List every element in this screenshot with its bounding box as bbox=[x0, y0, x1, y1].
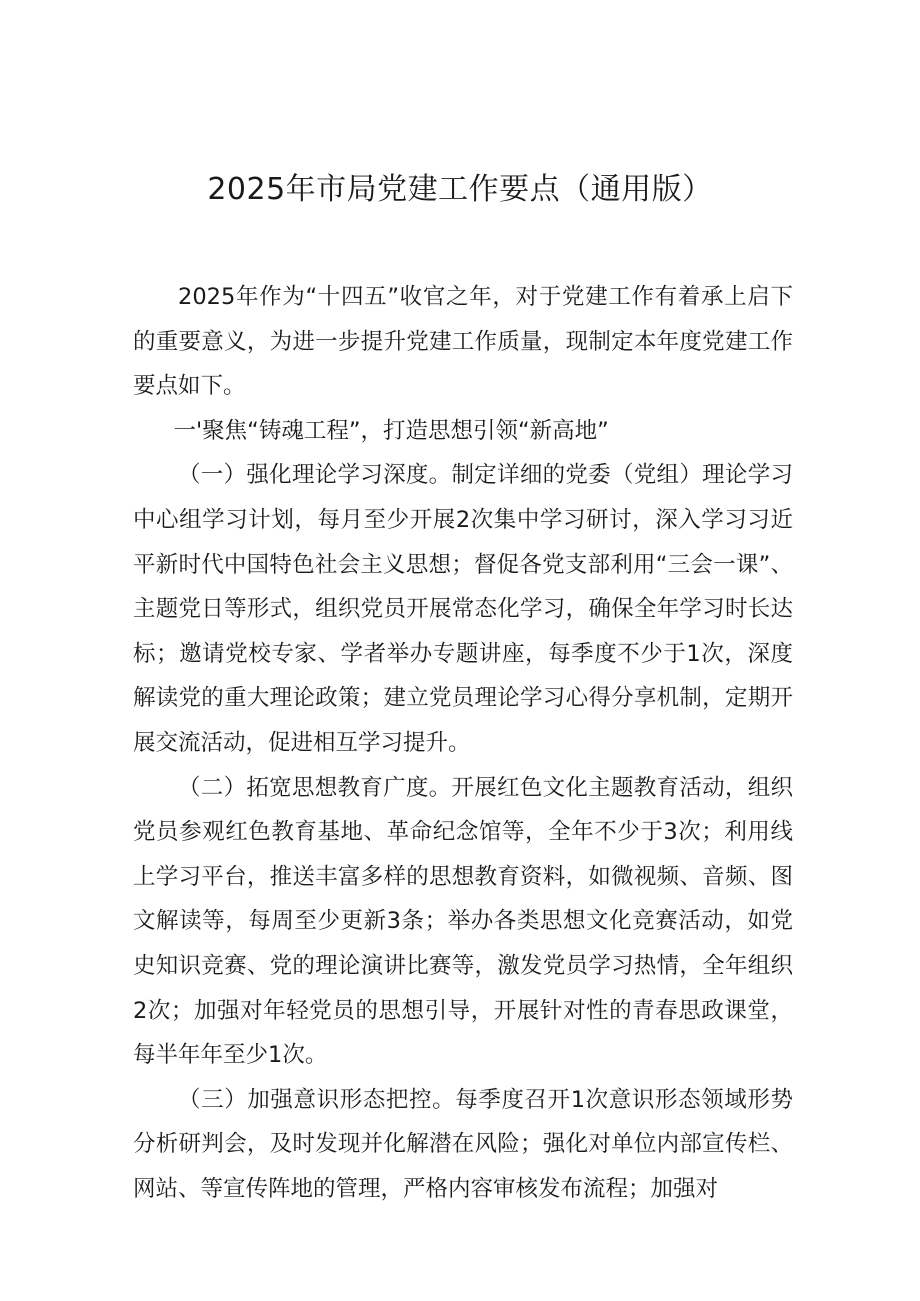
section-1-item-3: （三）加强意识形态把控。每季度召开1次意识形态领域形势分析研判会，及时发现并化解潜在风险；强化对单位内部宣传栏、网站、等宣传阵地的管理，严格内容审核发布流程；加强对 bbox=[133, 1086, 793, 1202]
document-title: 2025年市局党建工作要点（通用版） bbox=[207, 172, 713, 207]
intro-paragraph: 2025年作为“十四五”收官之年，对于党建工作有着承上启下的重要意义，为进一步提升党建工作质量，现制定本年度党建工作要点如下。 bbox=[133, 284, 793, 400]
section-1-item-2: （二）拓宽思想教育广度。开展红色文化主题教育活动，组织党员参观红色教育基地、革命纪念馆等，全年不少于3次；利用线上学习平台，推送丰富多样的思想教育资料，如微视频、音频、图文解读等，每周至少更新3条；举办各类思想文化竞赛活动，如党史知识竞赛、党的理论演讲比赛等，激发党员学习热情，全年组织2次；加强对年轻党员的思想引导，开展针对性的青春思政课堂，每半年年至少1次。 bbox=[133, 774, 793, 1069]
section-1-item-1: （一）强化理论学习深度。制定详细的党委（党组）理论学习中心组学习计划，每月至少开展2次集中学习研讨，深入学习习近平新时代中国特色社会主义思想；督促各党支部利用“三会一课”、主题党日等形式，组织党员开展常态化学习，确保全年学习时长达标；邀请党校专家、学者举办专题讲座，每季度不少于1次，深度解读党的重大理论政策；建立党员理论学习心得分享机制，定期开展交流活动，促进相互学习提升。 bbox=[133, 462, 793, 756]
document-body bbox=[133, 275, 793, 1211]
section-heading-1: 一'聚焦“铸魂工程”，打造思想引领“新高地” bbox=[173, 417, 609, 444]
